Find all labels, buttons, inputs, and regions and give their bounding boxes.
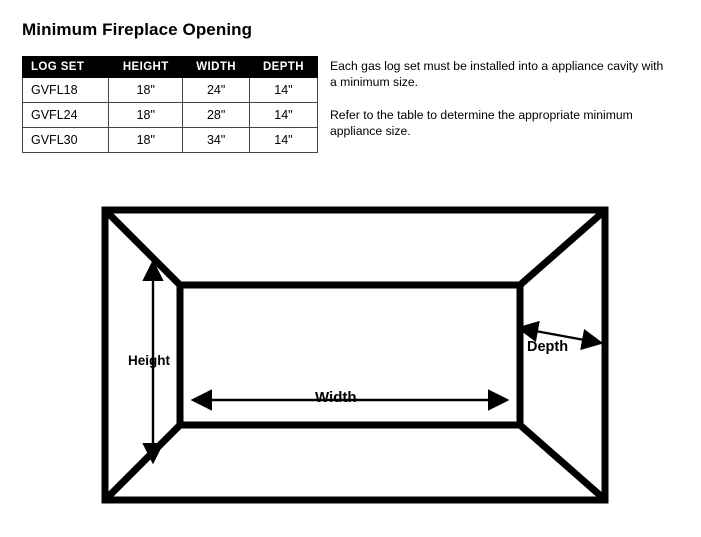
minimum-opening-table <box>22 56 318 153</box>
cell-width: 24" <box>183 78 249 103</box>
cell-log-set: GVFL18 <box>23 78 109 103</box>
cell-log-set: GVFL24 <box>23 103 109 128</box>
cell-height: 18" <box>109 128 183 153</box>
cell-width: 34" <box>183 128 249 153</box>
note-table-reference: Refer to the table to determine the appropriate minimum appliance size. <box>330 108 633 139</box>
cell-width: 28" <box>183 103 249 128</box>
column-header-depth: DEPTH <box>249 57 317 78</box>
cell-depth: 14" <box>249 103 317 128</box>
column-header-height: HEIGHT <box>109 57 183 78</box>
cell-height: 18" <box>109 103 183 128</box>
table-row <box>23 103 318 128</box>
dimension-label-depth: Depth <box>527 339 569 355</box>
cell-depth: 14" <box>249 78 317 103</box>
column-header-width: WIDTH <box>183 57 249 78</box>
cell-height: 18" <box>109 78 183 103</box>
table-row <box>23 128 318 153</box>
table-header-row <box>23 57 318 78</box>
dimension-label-height: Height <box>128 353 170 368</box>
cell-log-set: GVFL30 <box>23 128 109 153</box>
table-row <box>23 78 318 103</box>
column-header-log-set: LOG SET <box>23 57 109 78</box>
note-installation-requirement: Each gas log set must be installed into a appliance cavity with a minimum size. <box>330 59 664 90</box>
dimension-label-width: Width <box>315 389 357 406</box>
page-title: Minimum Fireplace Opening <box>22 20 253 39</box>
fireplace-cavity-diagram <box>95 200 615 510</box>
cell-depth: 14" <box>249 128 317 153</box>
